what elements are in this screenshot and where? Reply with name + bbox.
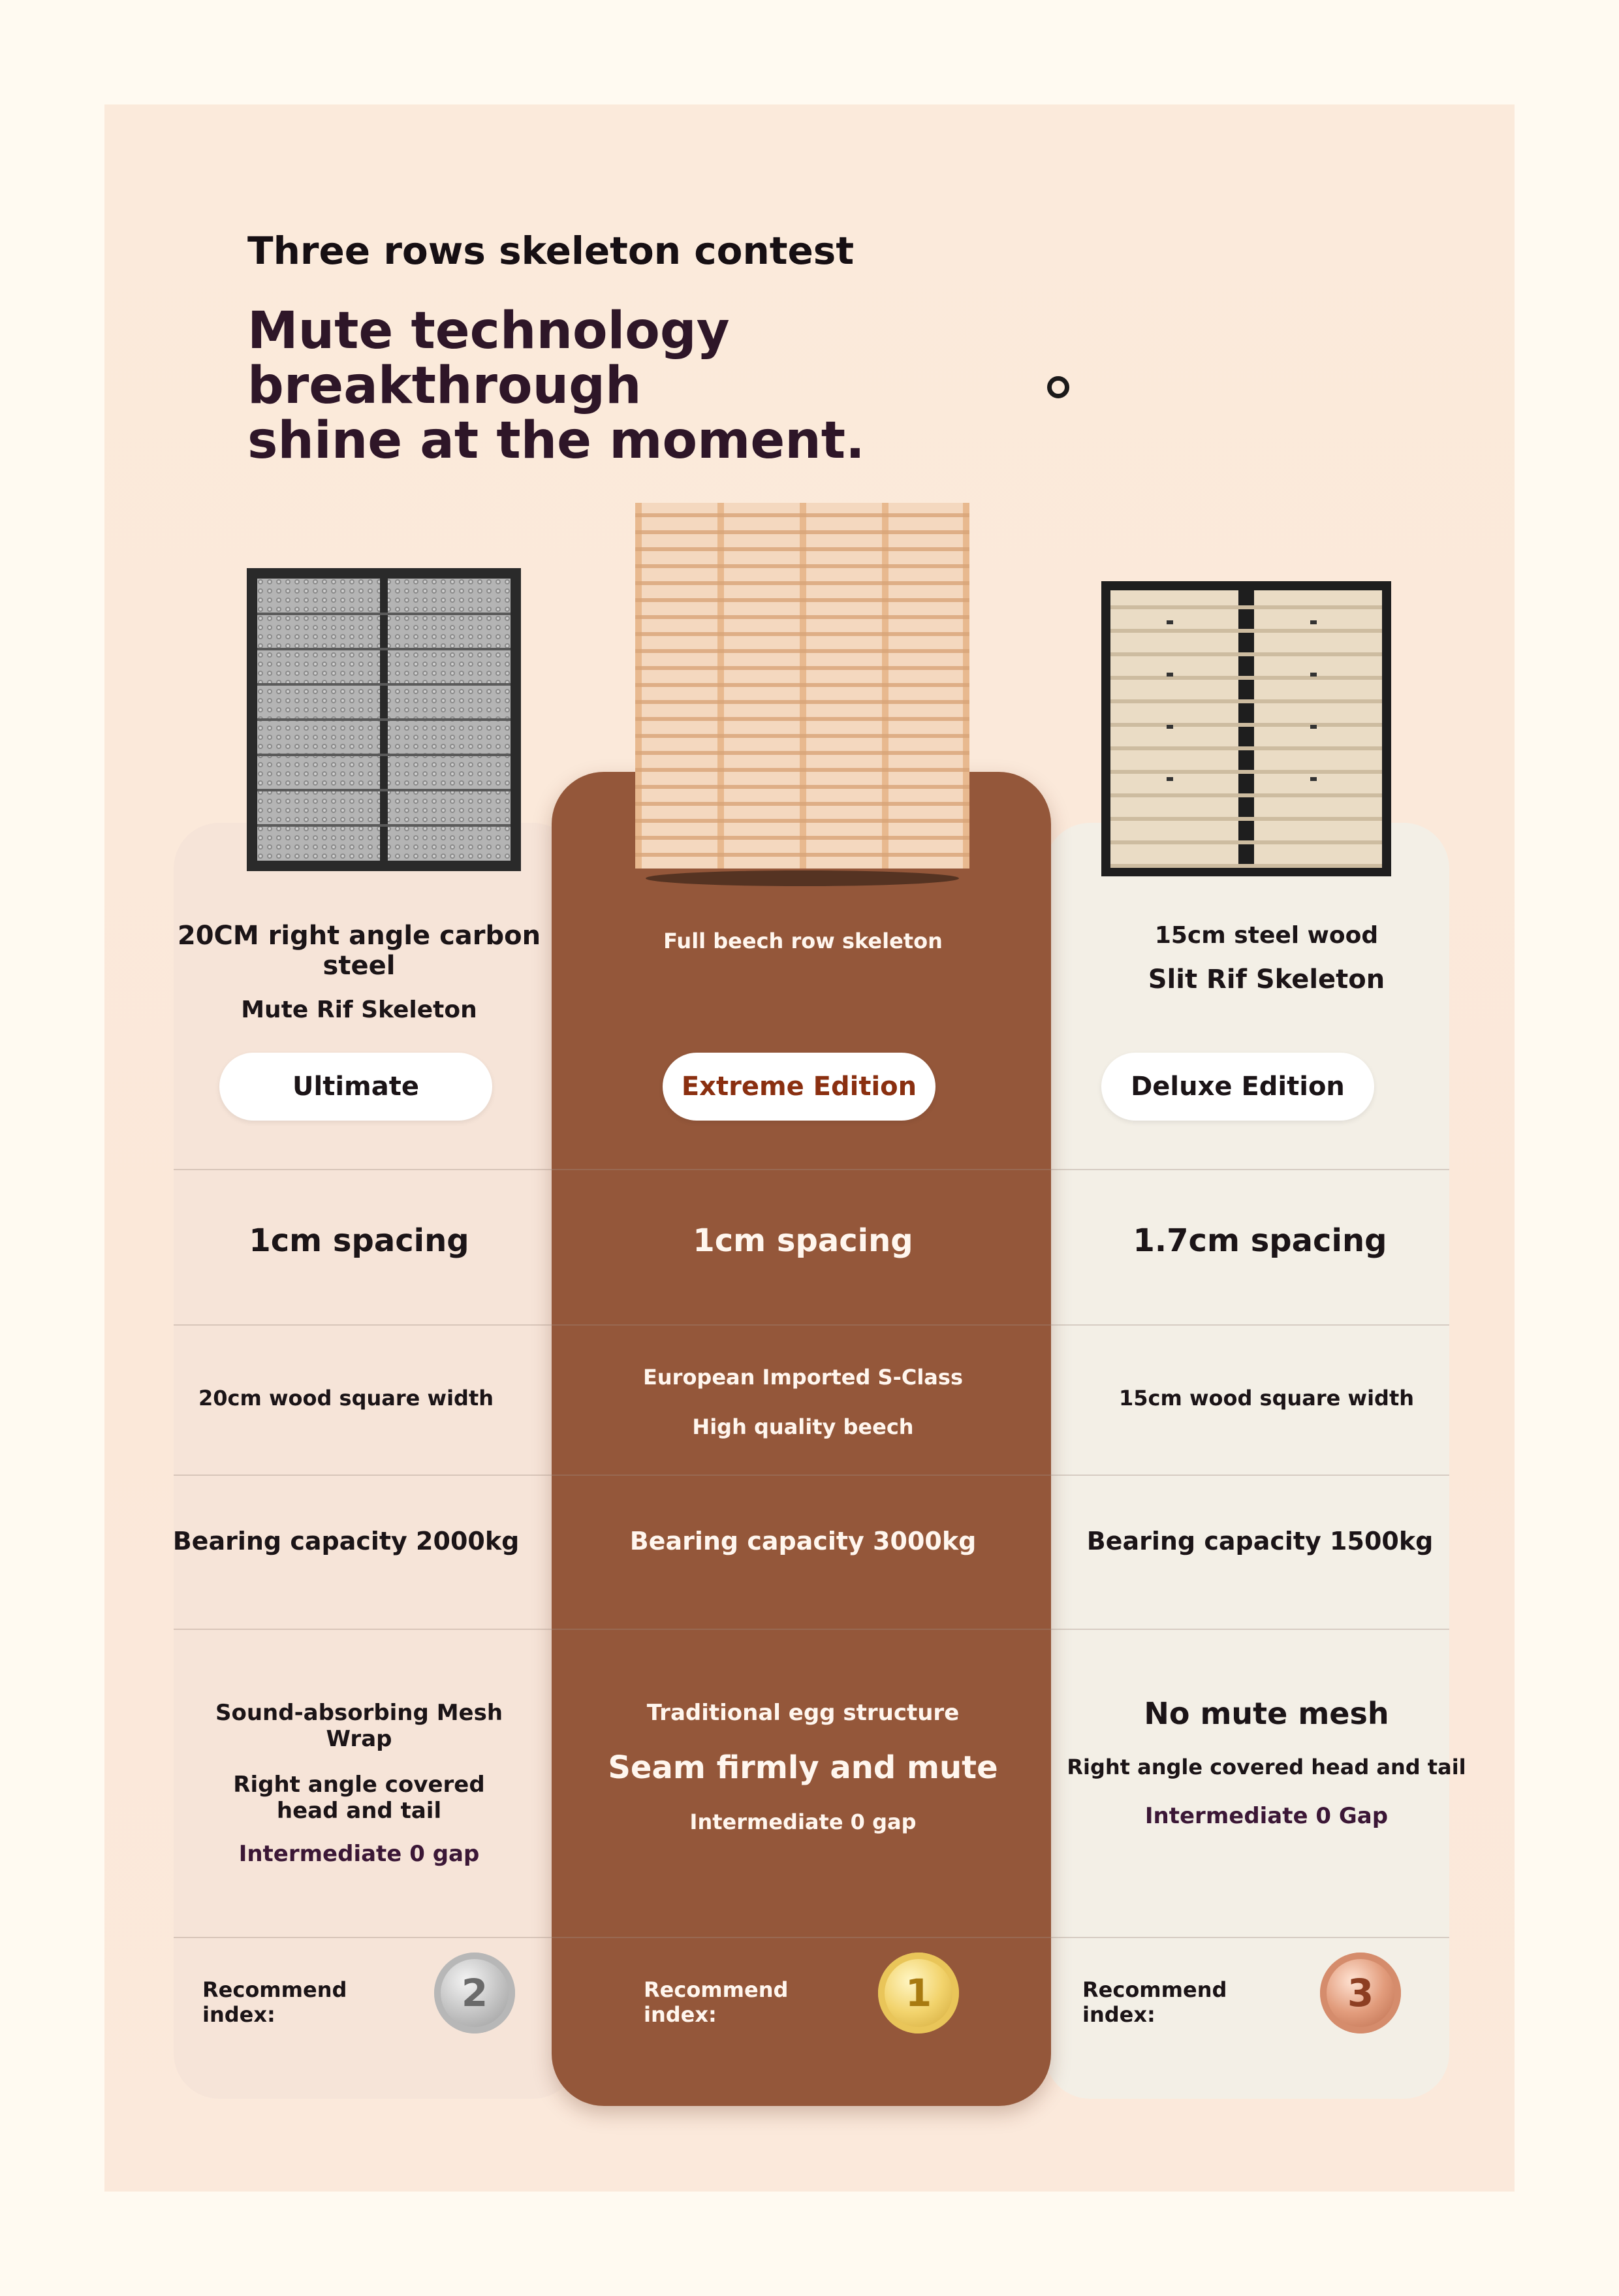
feature-deluxe-2: Right angle covered head and tail (1067, 1755, 1466, 1779)
bronze-medal-icon: 3 (1320, 1953, 1401, 2033)
material-deluxe: 15cm wood square width (1118, 1386, 1415, 1411)
bearing-deluxe: Bearing capacity 1500kg (1086, 1527, 1434, 1555)
feature-extreme-2: Seam firmly and mute (608, 1749, 998, 1786)
column-deluxe-name-line-1: 15cm steel wood (1154, 922, 1379, 949)
edition-badge-extreme[interactable]: Extreme Edition (663, 1053, 935, 1121)
column-extreme-name: Full beech row skeleton (663, 929, 943, 953)
spacing-ultimate: 1cm spacing (249, 1222, 469, 1259)
material-ultimate: 20cm wood square width (198, 1386, 494, 1411)
column-deluxe-bg (1045, 823, 1449, 2099)
material-extreme (601, 1365, 1005, 1439)
poster-panel (104, 104, 1515, 2192)
recommend-label-extreme: Recommend index: (644, 1977, 789, 2027)
bearing-extreme: Bearing capacity 3000kg (629, 1527, 977, 1555)
row-divider (174, 1169, 1449, 1170)
edition-badge-ultimate[interactable]: Ultimate (219, 1053, 492, 1121)
beech-slat-frame-image (635, 503, 969, 888)
gold-medal-icon: 1 (878, 1953, 959, 2033)
features-ultimate (202, 1700, 516, 1867)
page-subtitle: Three rows skeleton contest (247, 229, 855, 273)
features-extreme (601, 1700, 1005, 1834)
feature-ultimate-3: Intermediate 0 gap (238, 1841, 480, 1867)
feature-deluxe-1: No mute mesh (1144, 1696, 1389, 1731)
steel-wood-frame-image (1101, 581, 1391, 876)
column-ultimate-name-line-2: Mute Rif Skeleton (241, 997, 477, 1023)
page-title (247, 304, 1096, 468)
column-ultimate-name-line-1: 20CM right angle carbon steel (177, 921, 541, 981)
recommend-label-deluxe: Recommend index: (1082, 1977, 1227, 2027)
ring-icon (1047, 376, 1069, 398)
row-divider (174, 1937, 1449, 1938)
feature-extreme-3: Intermediate 0 gap (689, 1810, 917, 1834)
page-title-line-2: shine at the moment. (247, 411, 865, 470)
edition-badge-deluxe[interactable]: Deluxe Edition (1101, 1053, 1374, 1121)
feature-extreme-1: Traditional egg structure (646, 1700, 960, 1726)
row-divider (174, 1475, 1449, 1476)
spacing-deluxe: 1.7cm spacing (1133, 1222, 1387, 1259)
silver-medal-icon: 2 (434, 1953, 515, 2033)
column-deluxe-name-line-2: Slit Rif Skeleton (1148, 965, 1385, 995)
feature-deluxe-3: Intermediate 0 Gap (1144, 1803, 1389, 1829)
material-extreme-line-2: High quality beech (692, 1414, 914, 1439)
row-divider (174, 1324, 1449, 1326)
column-deluxe-name (1064, 922, 1469, 995)
feature-ultimate-2: Right angle covered head and tail (233, 1772, 485, 1824)
recommend-label-ultimate: Recommend index: (202, 1977, 347, 2027)
feature-ultimate-1: Sound-absorbing Mesh Wrap (215, 1700, 503, 1752)
page-title-line-1: Mute technology breakthrough (247, 302, 730, 415)
spacing-extreme: 1cm spacing (693, 1222, 913, 1259)
column-ultimate-name (157, 921, 561, 1023)
row-divider (174, 1629, 1449, 1630)
carbon-steel-frame-image (247, 568, 521, 871)
features-deluxe (1064, 1696, 1469, 1829)
material-extreme-line-1: European Imported S-Class (643, 1365, 963, 1390)
bearing-ultimate: Bearing capacity 2000kg (172, 1527, 520, 1555)
